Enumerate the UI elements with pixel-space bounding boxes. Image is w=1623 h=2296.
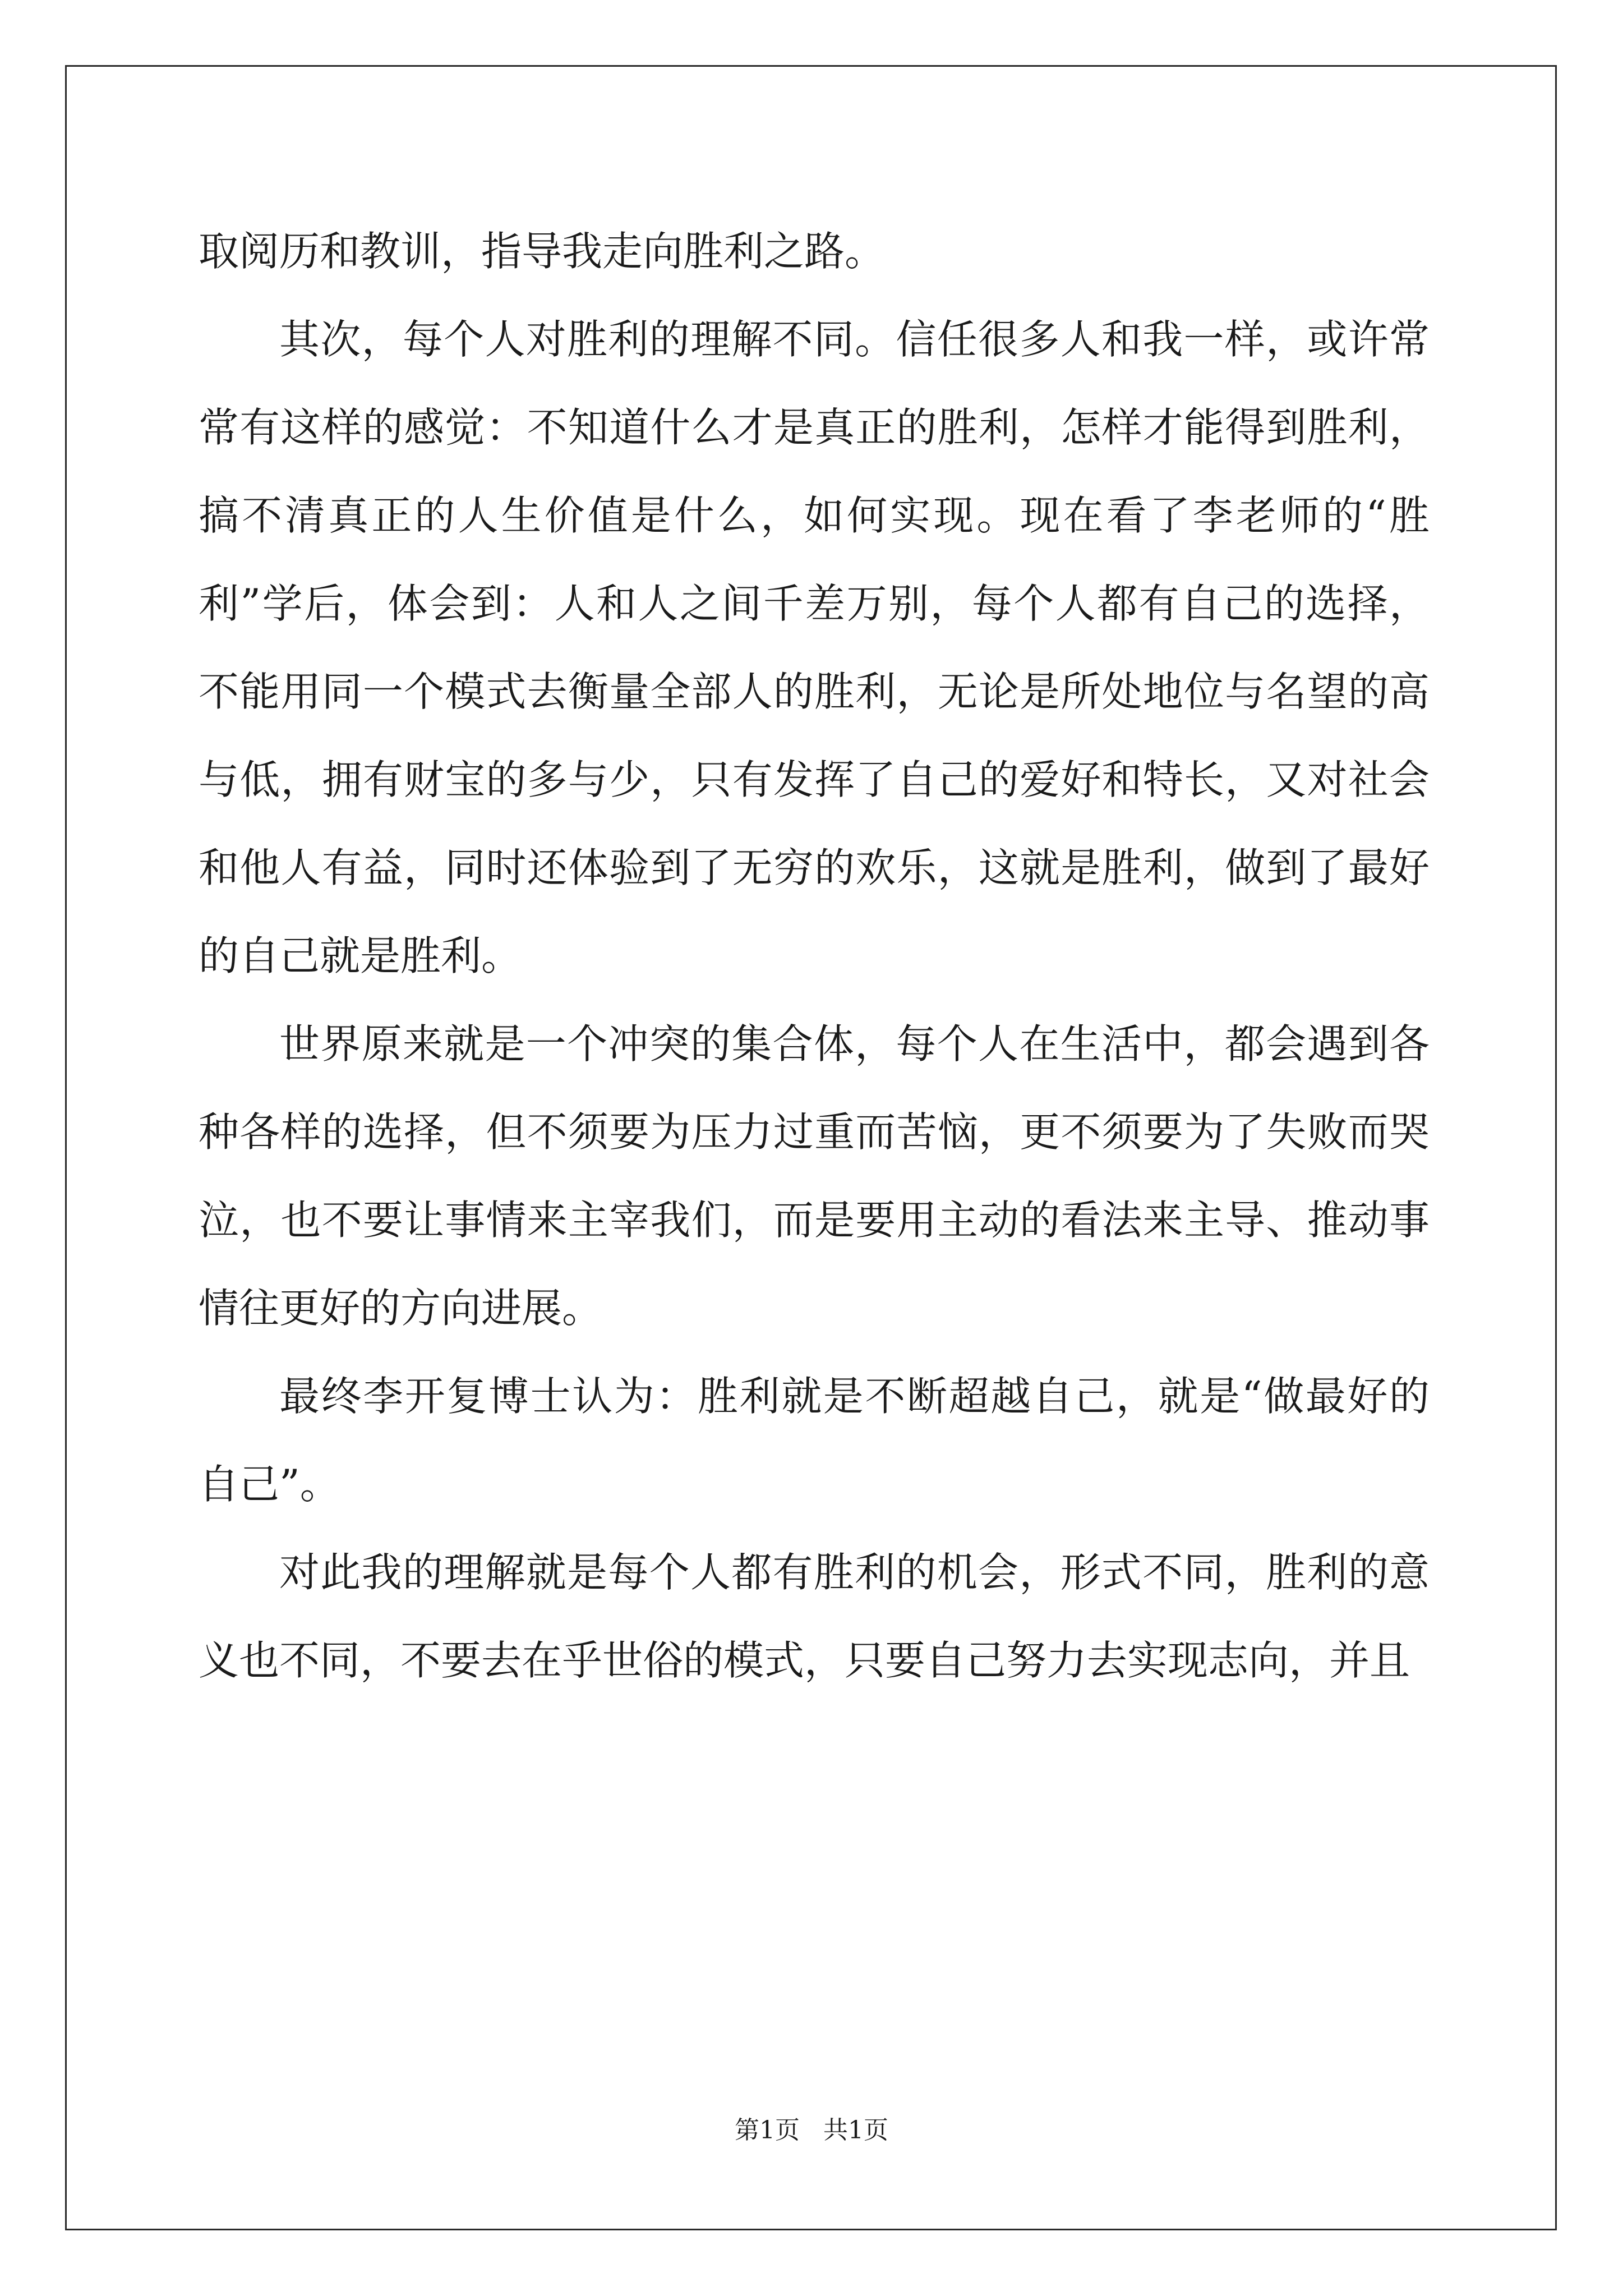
paragraph-5: 对此我的理解就是每个人都有胜利的机会，形式不同，胜利的意义也不同，不要去在乎世俗的模式，只要自己努力去实现志向，并且 xyxy=(199,1549,1430,1684)
paragraph-1: 取阅历和教训，指导我走向胜利之路。 xyxy=(199,228,886,275)
paragraph-3: 世界原来就是一个冲突的集合体，每个人在生活中，都会遇到各种各样的选择，但不须要为压力过重而苦恼，更不须要为了失败而哭泣，也不要让事情来主宰我们，而是要用主动的看法来主导、推动事情往更好的方向进展。 xyxy=(199,1020,1430,1332)
paragraph-2: 其次，每个人对胜利的理解不同。信任很多人和我一样，或许常常有这样的感觉：不知道什么才是真正的胜利，怎样才能得到胜利，搞不清真正的人生价值是什么，如何实现。现在看了李老师的“胜利”学后，体会到：人和人之间千差万别，每个人都有自己的选择，不能用同一个模式去衡量全部人的胜利，无论是所处地位与名望的高与低，拥有财宝的多与少，只有发挥了自己的爱好和特长，又对社会和他人有益，同时还体验到了无穷的欢乐，这就是胜利，做到了最好的自己就是胜利。 xyxy=(199,316,1430,979)
page-footer: 第1页 共1页 xyxy=(735,2116,888,2145)
document-body xyxy=(199,208,1430,1705)
paragraph-4: 最终李开复博士认为：胜利就是不断超越自己，就是“做最好的自己”。 xyxy=(199,1373,1430,1508)
